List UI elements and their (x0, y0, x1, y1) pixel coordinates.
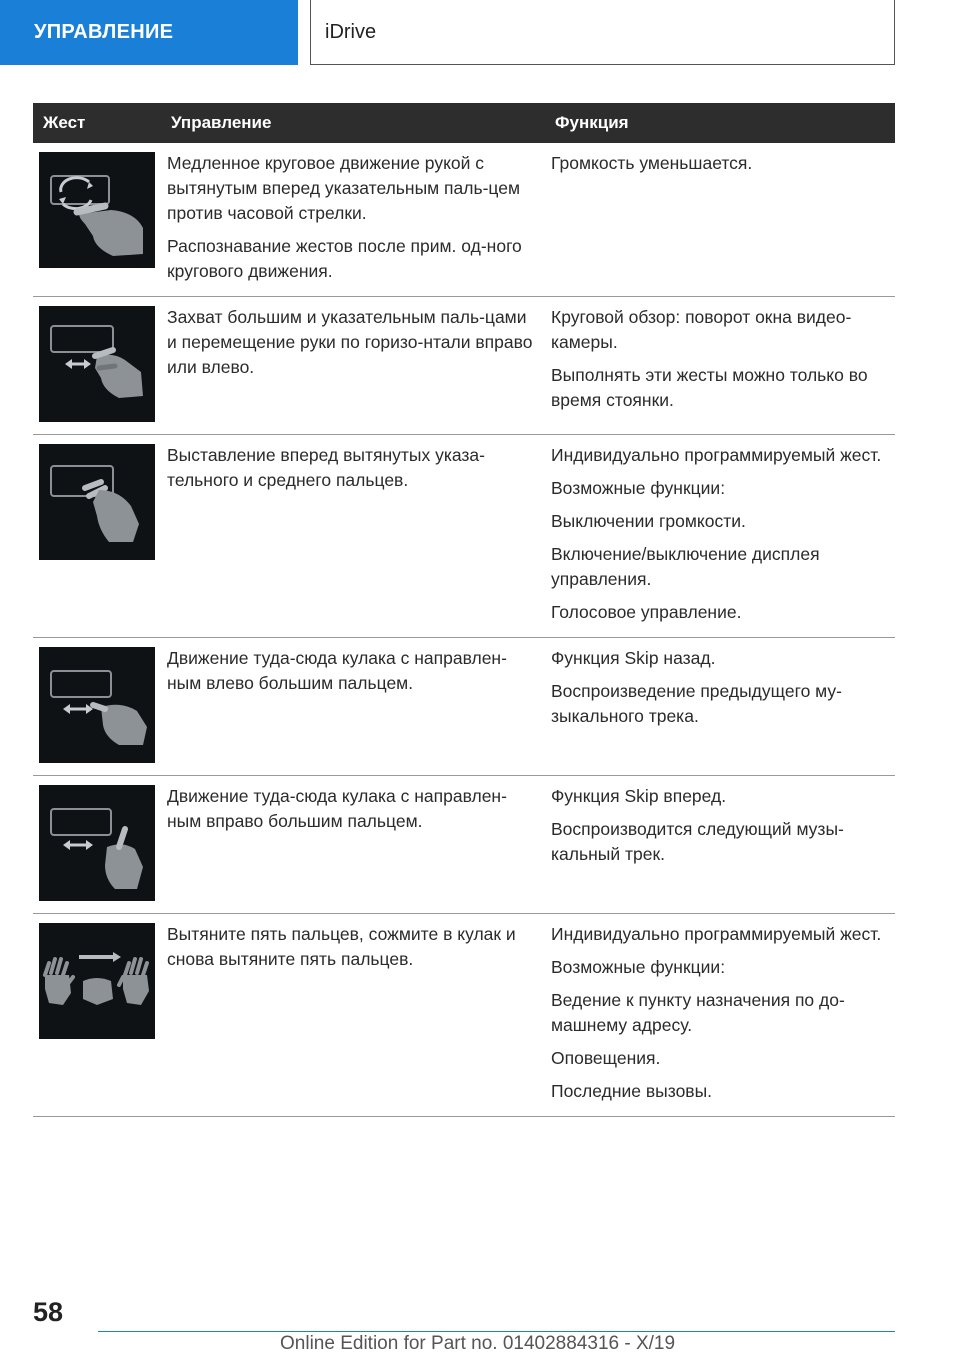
column-header-function: Функция (545, 103, 895, 143)
column-header-control: Управление (161, 103, 545, 143)
table-row (33, 143, 895, 297)
function-text: Выключении громкости. (551, 511, 746, 531)
function-text: Функция Skip назад. (551, 648, 716, 668)
function-text: Круговой обзор: поворот окна видео-камеры. (551, 307, 852, 352)
table-row (33, 297, 895, 435)
table-row (33, 435, 895, 638)
function-text: Воспроизводится следующий музы-кальный трек. (551, 819, 844, 864)
chapter-title: iDrive (310, 0, 895, 65)
pinch-swipe-gesture-icon (39, 306, 155, 422)
table-row (33, 776, 895, 914)
function-text: Функция Skip вперед. (551, 786, 727, 806)
function-text: Ведение к пункту назначения по до-машнему адресу. (551, 990, 845, 1035)
function-text: Последние вызовы. (551, 1081, 713, 1101)
function-text: Оповещения. (551, 1048, 661, 1068)
control-text: Выставление вперед вытянутых указа-тельного и среднего пальцев. (167, 445, 485, 490)
function-text: Громкость уменьшается. (551, 153, 753, 173)
page-number: 58 (33, 1297, 64, 1327)
control-text: Захват большим и указательным паль-цами и перемещение руки по горизо-нтали вправо или влево. (167, 307, 533, 377)
two-finger-point-gesture-icon (39, 444, 155, 560)
table-row (33, 638, 895, 776)
table-row (33, 914, 895, 1117)
control-text: Медленное круговое движение рукой с вытянутым вперед указательным паль-цем против часовой стрелки. (167, 153, 521, 223)
footer-divider (98, 1331, 895, 1332)
function-text: Возможные функции: (551, 478, 726, 498)
control-text: Движение туда-сюда кулака с направлен-ным вправо большим пальцем. (167, 786, 507, 831)
control-text: Распознавание жестов после прим. од-ного кругового движения. (167, 236, 522, 281)
thumb-left-gesture-icon (39, 647, 155, 763)
section-tab: УПРАВЛЕНИЕ (0, 0, 298, 65)
column-header-gesture: Жест (33, 103, 161, 143)
circular-rotate-gesture-icon (39, 152, 155, 268)
function-text: Выполнять эти жесты можно только во время стоянки. (551, 365, 868, 410)
function-text: Включение/выключение дисплея управления. (551, 544, 820, 589)
function-text: Индивидуально программируемый жест. (551, 924, 882, 944)
table-header-row (33, 103, 895, 143)
control-text: Движение туда-сюда кулака с направлен-ным влево большим пальцем. (167, 648, 507, 693)
function-text: Воспроизведение предыдущего му-зыкального трека. (551, 681, 842, 726)
edition-footer: Online Edition for Part no. 01402884316 - X/19 (280, 1333, 676, 1354)
control-text: Вытяните пять пальцев, сожмите в кулак и снова вытяните пять пальцев. (167, 924, 516, 969)
gesture-table (33, 103, 895, 1117)
function-text: Возможные функции: (551, 957, 726, 977)
thumb-right-gesture-icon (39, 785, 155, 901)
function-text: Голосовое управление. (551, 602, 742, 622)
open-close-hand-gesture-icon (39, 923, 155, 1039)
function-text: Индивидуально программируемый жест. (551, 445, 882, 465)
